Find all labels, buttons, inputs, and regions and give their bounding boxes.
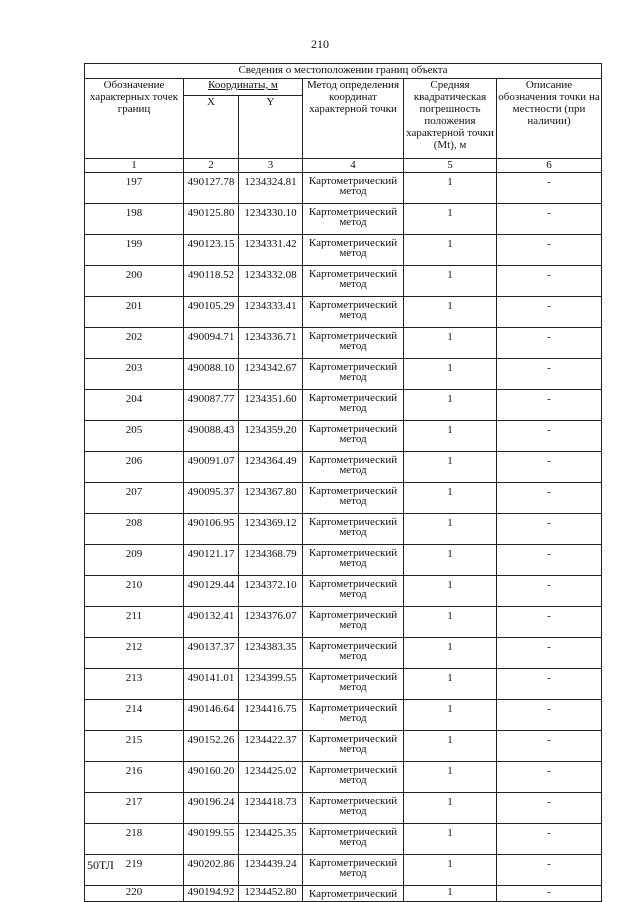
description-cell: - bbox=[497, 359, 602, 390]
header-y: Y bbox=[239, 96, 303, 159]
accuracy-cell: 1 bbox=[404, 514, 497, 545]
y-coordinate-cell: 1234324.81 bbox=[239, 173, 303, 204]
y-coordinate-cell: 1234425.35 bbox=[239, 824, 303, 855]
y-coordinate-cell: 1234439.24 bbox=[239, 855, 303, 886]
accuracy-cell: 1 bbox=[404, 359, 497, 390]
method-cell: Картометрический метод bbox=[303, 855, 404, 886]
accuracy-cell: 1 bbox=[404, 452, 497, 483]
column-number: 1 bbox=[85, 159, 184, 173]
header-description: Описание обозначения точки на местности (при наличии) bbox=[497, 79, 602, 159]
accuracy-cell: 1 bbox=[404, 607, 497, 638]
accuracy-cell: 1 bbox=[404, 731, 497, 762]
x-coordinate-cell: 490146.64 bbox=[184, 700, 239, 731]
column-number: 5 bbox=[404, 159, 497, 173]
x-coordinate-cell: 490105.29 bbox=[184, 297, 239, 328]
y-coordinate-cell: 1234422.37 bbox=[239, 731, 303, 762]
point-cell: 198 bbox=[85, 204, 184, 235]
method-cell: Картометрический метод bbox=[303, 452, 404, 483]
table-row bbox=[85, 886, 602, 902]
x-coordinate-cell: 490141.01 bbox=[184, 669, 239, 700]
description-cell: - bbox=[497, 204, 602, 235]
table-row bbox=[85, 576, 602, 607]
column-number: 2 bbox=[184, 159, 239, 173]
accuracy-cell: 1 bbox=[404, 700, 497, 731]
method-cell: Картометрический метод bbox=[303, 793, 404, 824]
accuracy-cell: 1 bbox=[404, 762, 497, 793]
table-row bbox=[85, 545, 602, 576]
accuracy-cell: 1 bbox=[404, 421, 497, 452]
accuracy-cell: 1 bbox=[404, 793, 497, 824]
method-cell: Картометрический метод bbox=[303, 576, 404, 607]
description-cell: - bbox=[497, 731, 602, 762]
point-cell: 210 bbox=[85, 576, 184, 607]
description-cell: - bbox=[497, 390, 602, 421]
x-coordinate-cell: 490123.15 bbox=[184, 235, 239, 266]
x-coordinate-cell: 490132.41 bbox=[184, 607, 239, 638]
point-cell: 201 bbox=[85, 297, 184, 328]
accuracy-cell: 1 bbox=[404, 483, 497, 514]
table-row bbox=[85, 390, 602, 421]
description-cell: - bbox=[497, 514, 602, 545]
accuracy-cell: 1 bbox=[404, 297, 497, 328]
accuracy-cell: 1 bbox=[404, 576, 497, 607]
method-cell: Картометрический метод bbox=[303, 204, 404, 235]
accuracy-cell: 1 bbox=[404, 173, 497, 204]
x-coordinate-cell: 490088.10 bbox=[184, 359, 239, 390]
y-coordinate-cell: 1234368.79 bbox=[239, 545, 303, 576]
table-row bbox=[85, 328, 602, 359]
table-row bbox=[85, 421, 602, 452]
y-coordinate-cell: 1234367.80 bbox=[239, 483, 303, 514]
y-coordinate-cell: 1234425.02 bbox=[239, 762, 303, 793]
x-coordinate-cell: 490125.80 bbox=[184, 204, 239, 235]
accuracy-cell: 1 bbox=[404, 328, 497, 359]
point-cell: 206 bbox=[85, 452, 184, 483]
x-coordinate-cell: 490129.44 bbox=[184, 576, 239, 607]
table-row bbox=[85, 824, 602, 855]
point-cell: 199 bbox=[85, 235, 184, 266]
accuracy-cell: 1 bbox=[404, 390, 497, 421]
y-coordinate-cell: 1234330.10 bbox=[239, 204, 303, 235]
method-cell: Картометрический метод bbox=[303, 607, 404, 638]
x-coordinate-cell: 490202.86 bbox=[184, 855, 239, 886]
point-cell: 208 bbox=[85, 514, 184, 545]
table-row bbox=[85, 700, 602, 731]
method-cell: Картометрический метод bbox=[303, 731, 404, 762]
x-coordinate-cell: 490194.92 bbox=[184, 886, 239, 902]
point-cell: 216 bbox=[85, 762, 184, 793]
y-coordinate-cell: 1234418.73 bbox=[239, 793, 303, 824]
point-cell: 219 bbox=[85, 855, 184, 886]
description-cell: - bbox=[497, 328, 602, 359]
y-coordinate-cell: 1234333.41 bbox=[239, 297, 303, 328]
y-coordinate-cell: 1234369.12 bbox=[239, 514, 303, 545]
y-coordinate-cell: 1234351.60 bbox=[239, 390, 303, 421]
table-row bbox=[85, 173, 602, 204]
y-coordinate-cell: 1234331.42 bbox=[239, 235, 303, 266]
accuracy-cell: 1 bbox=[404, 204, 497, 235]
point-cell: 220 bbox=[85, 886, 184, 902]
description-cell: - bbox=[497, 886, 602, 902]
accuracy-cell: 1 bbox=[404, 266, 497, 297]
table-row bbox=[85, 483, 602, 514]
description-cell: - bbox=[497, 421, 602, 452]
x-coordinate-cell: 490152.26 bbox=[184, 731, 239, 762]
point-cell: 202 bbox=[85, 328, 184, 359]
method-cell: Картометрический метод bbox=[303, 235, 404, 266]
method-cell: Картометрический метод bbox=[303, 545, 404, 576]
x-coordinate-cell: 490095.37 bbox=[184, 483, 239, 514]
x-coordinate-cell: 490087.77 bbox=[184, 390, 239, 421]
table-row bbox=[85, 638, 602, 669]
table-row bbox=[85, 607, 602, 638]
point-cell: 207 bbox=[85, 483, 184, 514]
x-coordinate-cell: 490094.71 bbox=[184, 328, 239, 359]
y-coordinate-cell: 1234372.10 bbox=[239, 576, 303, 607]
x-coordinate-cell: 490091.07 bbox=[184, 452, 239, 483]
method-cell: Картометрический метод bbox=[303, 638, 404, 669]
description-cell: - bbox=[497, 793, 602, 824]
y-coordinate-cell: 1234376.07 bbox=[239, 607, 303, 638]
y-coordinate-cell: 1234452.80 bbox=[239, 886, 303, 902]
table-row bbox=[85, 359, 602, 390]
header-coordinates: Координаты, м bbox=[184, 79, 303, 96]
description-cell: - bbox=[497, 700, 602, 731]
boundary-coordinates-table bbox=[84, 63, 602, 902]
point-cell: 211 bbox=[85, 607, 184, 638]
point-cell: 212 bbox=[85, 638, 184, 669]
point-cell: 218 bbox=[85, 824, 184, 855]
method-cell: Картометрический метод bbox=[303, 824, 404, 855]
method-cell: Картометрический метод bbox=[303, 328, 404, 359]
column-number-row bbox=[85, 159, 602, 173]
method-cell: Картометрический метод bbox=[303, 669, 404, 700]
table-row bbox=[85, 204, 602, 235]
point-cell: 213 bbox=[85, 669, 184, 700]
x-coordinate-cell: 490121.17 bbox=[184, 545, 239, 576]
description-cell: - bbox=[497, 607, 602, 638]
description-cell: - bbox=[497, 824, 602, 855]
table-row bbox=[85, 235, 602, 266]
y-coordinate-cell: 1234364.49 bbox=[239, 452, 303, 483]
table-row bbox=[85, 669, 602, 700]
method-cell: Картометрический метод bbox=[303, 483, 404, 514]
footer-code: 50ТЛ bbox=[87, 858, 114, 872]
header-method: Метод определения координат характерной точки bbox=[303, 79, 404, 159]
table-row bbox=[85, 452, 602, 483]
point-cell: 209 bbox=[85, 545, 184, 576]
x-coordinate-cell: 490088.43 bbox=[184, 421, 239, 452]
description-cell: - bbox=[497, 297, 602, 328]
point-cell: 214 bbox=[85, 700, 184, 731]
header-row bbox=[85, 79, 602, 96]
x-coordinate-cell: 490199.55 bbox=[184, 824, 239, 855]
y-coordinate-cell: 1234399.55 bbox=[239, 669, 303, 700]
description-cell: - bbox=[497, 235, 602, 266]
point-cell: 200 bbox=[85, 266, 184, 297]
method-cell: Картометрический bbox=[303, 886, 404, 902]
description-cell: - bbox=[497, 762, 602, 793]
table-row bbox=[85, 762, 602, 793]
point-cell: 205 bbox=[85, 421, 184, 452]
method-cell: Картометрический метод bbox=[303, 421, 404, 452]
description-cell: - bbox=[497, 638, 602, 669]
page-number: 210 bbox=[311, 37, 329, 51]
table-caption: Сведения о местоположении границ объекта bbox=[85, 64, 602, 79]
column-number: 4 bbox=[303, 159, 404, 173]
method-cell: Картометрический метод bbox=[303, 514, 404, 545]
description-cell: - bbox=[497, 483, 602, 514]
point-cell: 197 bbox=[85, 173, 184, 204]
header-accuracy: Средняя квадратическая погрешность положения характерной точки (Mt), м bbox=[404, 79, 497, 159]
y-coordinate-cell: 1234359.20 bbox=[239, 421, 303, 452]
column-number: 6 bbox=[497, 159, 602, 173]
table-row bbox=[85, 514, 602, 545]
point-cell: 215 bbox=[85, 731, 184, 762]
column-number: 3 bbox=[239, 159, 303, 173]
description-cell: - bbox=[497, 173, 602, 204]
x-coordinate-cell: 490106.95 bbox=[184, 514, 239, 545]
y-coordinate-cell: 1234332.08 bbox=[239, 266, 303, 297]
x-coordinate-cell: 490196.24 bbox=[184, 793, 239, 824]
method-cell: Картометрический метод bbox=[303, 390, 404, 421]
method-cell: Картометрический метод bbox=[303, 297, 404, 328]
accuracy-cell: 1 bbox=[404, 638, 497, 669]
accuracy-cell: 1 bbox=[404, 545, 497, 576]
table-caption-row bbox=[85, 64, 602, 79]
accuracy-cell: 1 bbox=[404, 235, 497, 266]
table-row bbox=[85, 297, 602, 328]
x-coordinate-cell: 490160.20 bbox=[184, 762, 239, 793]
method-cell: Картометрический метод bbox=[303, 173, 404, 204]
accuracy-cell: 1 bbox=[404, 669, 497, 700]
y-coordinate-cell: 1234342.67 bbox=[239, 359, 303, 390]
header-x: X bbox=[184, 96, 239, 159]
point-cell: 204 bbox=[85, 390, 184, 421]
method-cell: Картометрический метод bbox=[303, 359, 404, 390]
table-row bbox=[85, 731, 602, 762]
table-row bbox=[85, 855, 602, 886]
description-cell: - bbox=[497, 576, 602, 607]
point-cell: 203 bbox=[85, 359, 184, 390]
accuracy-cell: 1 bbox=[404, 855, 497, 886]
table-row bbox=[85, 266, 602, 297]
header-point: Обозначение характерных точек границ bbox=[85, 79, 184, 159]
y-coordinate-cell: 1234416.75 bbox=[239, 700, 303, 731]
description-cell: - bbox=[497, 452, 602, 483]
accuracy-cell: 1 bbox=[404, 886, 497, 902]
y-coordinate-cell: 1234383.35 bbox=[239, 638, 303, 669]
y-coordinate-cell: 1234336.71 bbox=[239, 328, 303, 359]
method-cell: Картометрический метод bbox=[303, 700, 404, 731]
method-cell: Картометрический метод bbox=[303, 266, 404, 297]
table-row bbox=[85, 793, 602, 824]
x-coordinate-cell: 490127.78 bbox=[184, 173, 239, 204]
description-cell: - bbox=[497, 266, 602, 297]
x-coordinate-cell: 490137.37 bbox=[184, 638, 239, 669]
description-cell: - bbox=[497, 669, 602, 700]
description-cell: - bbox=[497, 855, 602, 886]
method-cell: Картометрический метод bbox=[303, 762, 404, 793]
description-cell: - bbox=[497, 545, 602, 576]
x-coordinate-cell: 490118.52 bbox=[184, 266, 239, 297]
accuracy-cell: 1 bbox=[404, 824, 497, 855]
point-cell: 217 bbox=[85, 793, 184, 824]
